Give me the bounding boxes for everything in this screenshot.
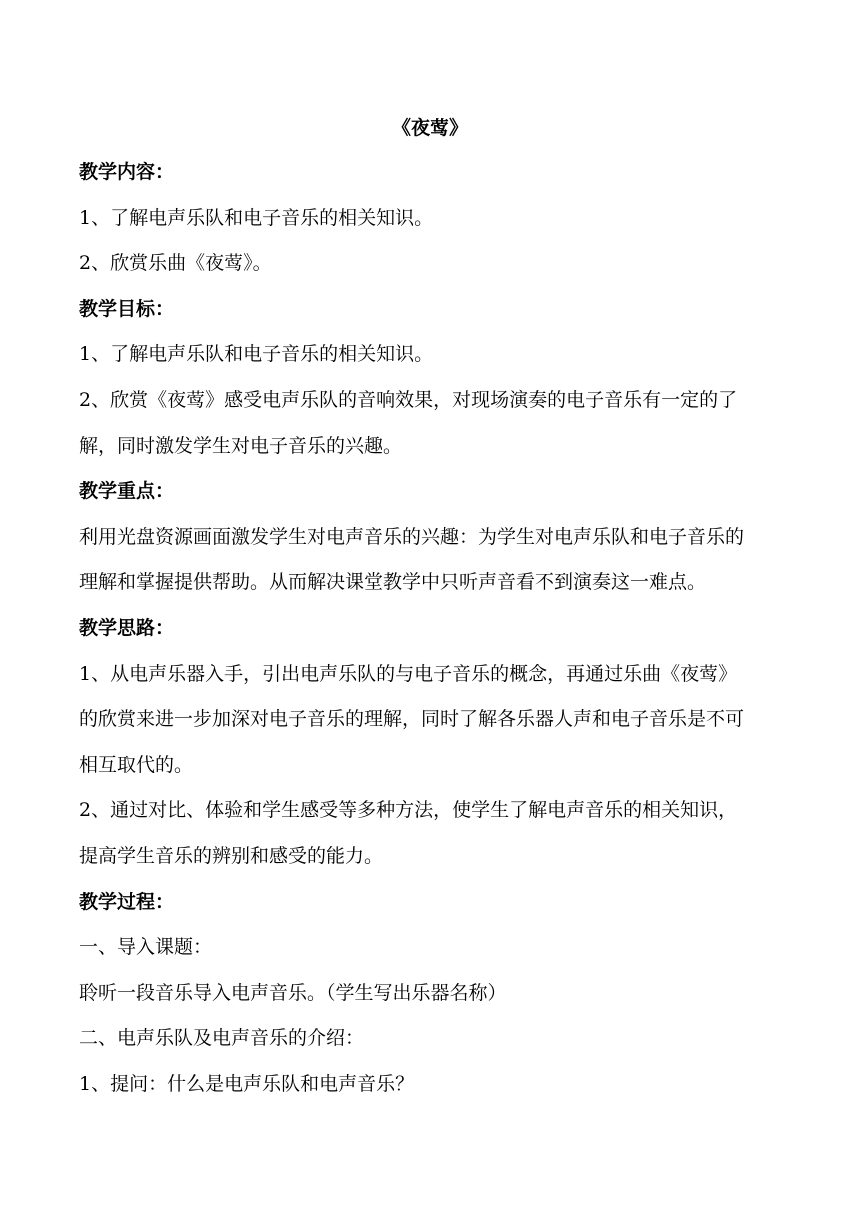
body-line: 1、从电声乐器入手，引出电声乐队的与电子音乐的概念，再通过乐曲《夜莺》 xyxy=(79,663,738,685)
body-line: 二、电声乐队及电声音乐的介绍： xyxy=(79,1027,365,1049)
section-heading: 教学重点： xyxy=(79,480,175,502)
body-line: 一、导入课题： xyxy=(79,936,213,958)
body-line: 1、了解电声乐队和电子音乐的相关知识。 xyxy=(79,343,434,365)
section-heading: 教学思路： xyxy=(79,617,175,639)
body-line: 利用光盘资源画面激发学生对电声音乐的兴趣：为学生对电声乐队和电子音乐的 xyxy=(79,526,745,548)
body-line: 聆听一段音乐导入电声音乐。（学生写出乐器名称） xyxy=(79,982,507,1004)
document-title: 《夜莺》 xyxy=(391,117,468,139)
body-line: 2、欣赏乐曲《夜莺》。 xyxy=(79,252,272,274)
body-line: 提高学生音乐的辨别和感受的能力。 xyxy=(79,845,384,867)
body-line: 1、了解电声乐队和电子音乐的相关知识。 xyxy=(79,207,434,229)
section-heading: 教学目标： xyxy=(79,298,175,320)
body-line: 1、提问：什么是电声乐队和电声音乐？ xyxy=(79,1073,415,1095)
section-heading: 教学过程： xyxy=(79,891,175,913)
body-line: 理解和掌握提供帮助。从而解决课堂教学中只听声音看不到演奏这一难点。 xyxy=(79,571,707,593)
body-line: 2、欣赏《夜莺》感受电声乐队的音响效果，对现场演奏的电子音乐有一定的了 xyxy=(79,389,738,411)
body-line: 的欣赏来进一步加深对电子音乐的理解，同时了解各乐器人声和电子音乐是不可 xyxy=(79,708,745,730)
section-heading: 教学内容： xyxy=(79,161,175,183)
body-line: 2、通过对比、体验和学生感受等多种方法，使学生了解电声音乐的相关知识， xyxy=(79,799,738,821)
body-line: 相互取代的。 xyxy=(79,754,194,776)
body-line: 解，同时激发学生对电子音乐的兴趣。 xyxy=(79,435,403,457)
